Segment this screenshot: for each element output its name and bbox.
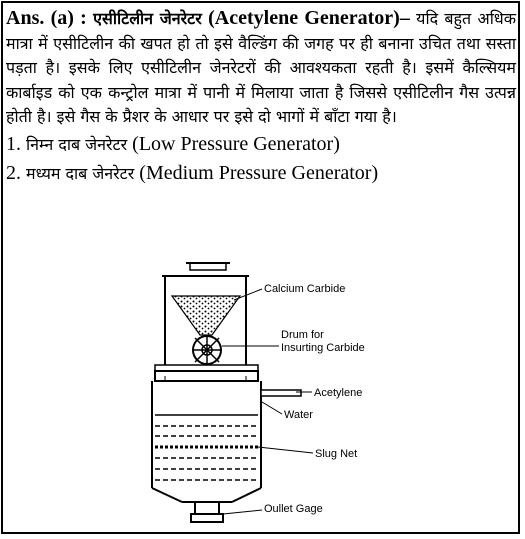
label-drum-line2: Insurting Carbide	[281, 342, 365, 354]
outlet-gage	[191, 502, 223, 522]
answer-title-hindi: एसीटिलीन जेनरेटर	[93, 9, 202, 28]
label-water: Water	[284, 409, 313, 421]
answer-body: यदि बहुत अधिक मात्रा में एसीटिलीन की खपत हो तो इसे वैल्डिंग की जगह पर ही बनाना उचित तथा सस्ता पड़ता है। इसके लिए एसीटिलीन जेनरेटरों की आवश्यकता रहती है। इसमें कैल्सियम कार्बाइड को एक कन्ट्रोल मात्रा में पानी में मिलाया जाता है जिससे एसीटिलीन गैस उत्पन्न होती है। इसे गैस के प्रैशर के आधार पर इसे दो भागों में बाँटा गया है।	[6, 9, 516, 127]
list-number: 2.	[6, 161, 21, 184]
list-hindi: निम्न दाब जेनरेटर	[26, 134, 128, 154]
answer-title-english: (Acetylene Generator)–	[208, 7, 410, 29]
hopper-cap	[186, 263, 230, 270]
flange	[155, 365, 258, 381]
answer-prefix: Ans. (a) :	[6, 7, 87, 29]
water-lines	[155, 415, 258, 480]
calcium-carbide-hopper	[172, 296, 240, 335]
label-outlet-gage: Oullet Gage	[264, 503, 323, 515]
list-english: (Medium Pressure Generator)	[139, 161, 379, 184]
label-slug-net: Slug Net	[315, 448, 358, 460]
drum-wheel	[193, 336, 221, 364]
list-english: (Low Pressure Generator)	[132, 132, 340, 155]
list-hindi: मध्यम दाब जेनरेटर	[26, 163, 135, 183]
label-acetylene: Acetylene	[314, 387, 363, 399]
main-tank	[152, 381, 301, 502]
acetylene-outlet-pipe	[261, 390, 301, 396]
list-number: 1.	[6, 132, 21, 155]
label-drum-line1: Drum for	[281, 329, 324, 341]
label-calcium-carbide: Calcium Carbide	[264, 283, 346, 295]
